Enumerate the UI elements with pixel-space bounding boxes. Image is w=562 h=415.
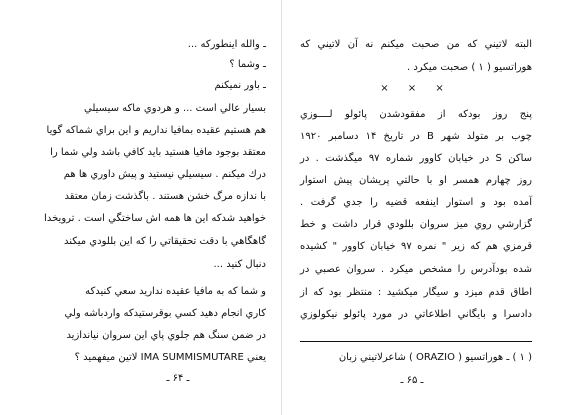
page-number: ـ ۶۵ ـ xyxy=(400,375,424,386)
text-line: ـ باور نميكنم xyxy=(214,80,266,91)
text-line: كاري انجام دهيد كسي بوقرستيدكه واردباشه ولي xyxy=(64,308,266,319)
text-line: در ضمن سنگ هم جلوي پاي اين سروان نياندازيد xyxy=(66,330,266,341)
text-line: قرمزي هم كه زير " نمره ۹۷ خيابان كاوور " كشيده xyxy=(300,241,532,252)
right-page xyxy=(300,0,532,415)
page-gutter xyxy=(281,0,282,415)
text-line: ساكن S در خيابان كاوور شماره ۹۷ ميگذشت . در xyxy=(300,153,533,164)
text-line: پنج روز بودكه از مفقودشدن پائولو لــــوزي xyxy=(300,109,532,120)
left-page xyxy=(44,0,266,415)
text-line: دادسرا و بايگاني اطلاعاتي در مورد پائولو نيكولوزي xyxy=(300,309,532,320)
text-line: و شما كه به مافيا عقيده نداريد سعي كنيدكه xyxy=(85,286,266,297)
text-line: خواهيد شدكه اين ها همه اش ساختگي است . ترويخدا xyxy=(44,213,266,224)
text-line: معتقد بوجود مافيا هستيد بايد كافي باشد ولي شما را xyxy=(50,147,266,158)
text-line: روز چهارم همسر او با حالتي پريشان پيش استوار xyxy=(300,175,532,186)
text-line: هوراتسيو ( ۱ ) صحبت ميكرد . xyxy=(406,62,532,73)
text-line: چوب بر متولد شهر B در تاريخ ۱۴ دسامبر ۱۹۲۰ xyxy=(300,131,532,142)
text-line: درك ميكنم . سيسيلي نيستيد و پيش داوري ها هم xyxy=(63,169,266,180)
page-number: ـ ۶۴ ـ xyxy=(166,373,190,384)
text-line: شده بودآدرس را مشخص ميكرد . سروان عصبي در xyxy=(300,264,532,275)
text-line: بسيار عالي است ... و هردوي ماكه سيسيلي xyxy=(84,103,266,114)
text-line: دنبال كنيد ... xyxy=(213,259,266,270)
text-line: اطاق قدم ميزد و سيگار ميكشيد : منتظر بود كه از xyxy=(300,287,532,298)
text-line: آمده بود و استوار اينفعه قضيه را جدي گرفت . xyxy=(300,197,532,208)
text-line: گزارشي روي ميز سروان بللودي قرار داشت و خط xyxy=(300,219,532,230)
section-break: × × × xyxy=(380,83,452,94)
text-line: البته لاتيني كه من صحبت ميكنم نه آن لاتيني كه xyxy=(300,39,532,50)
text-line: گاهگاهي با دقت تحقيقاتي را كه اين بللودي ميكند xyxy=(63,236,266,247)
text-line: با ندازه مرگ خشن هستند . باگذشت زمان معتقد xyxy=(64,191,266,202)
footnote-rule xyxy=(300,341,532,342)
footnote: ( ۱ ) ـ هوراتسيو ( ORAZIO ) شاعرلاتيني زبان xyxy=(338,352,532,363)
text-line: ـ والله اينطوركه ... xyxy=(187,39,266,50)
text-line: هم هستيم عقيده بمافيا نداريم و اين براي شماكه گويا xyxy=(46,125,266,136)
text-line: يعني IMA SUMMISMUTARE لاتين ميفهميد ؟ xyxy=(74,352,266,363)
text-line: ـ وشما ؟ xyxy=(229,59,266,70)
